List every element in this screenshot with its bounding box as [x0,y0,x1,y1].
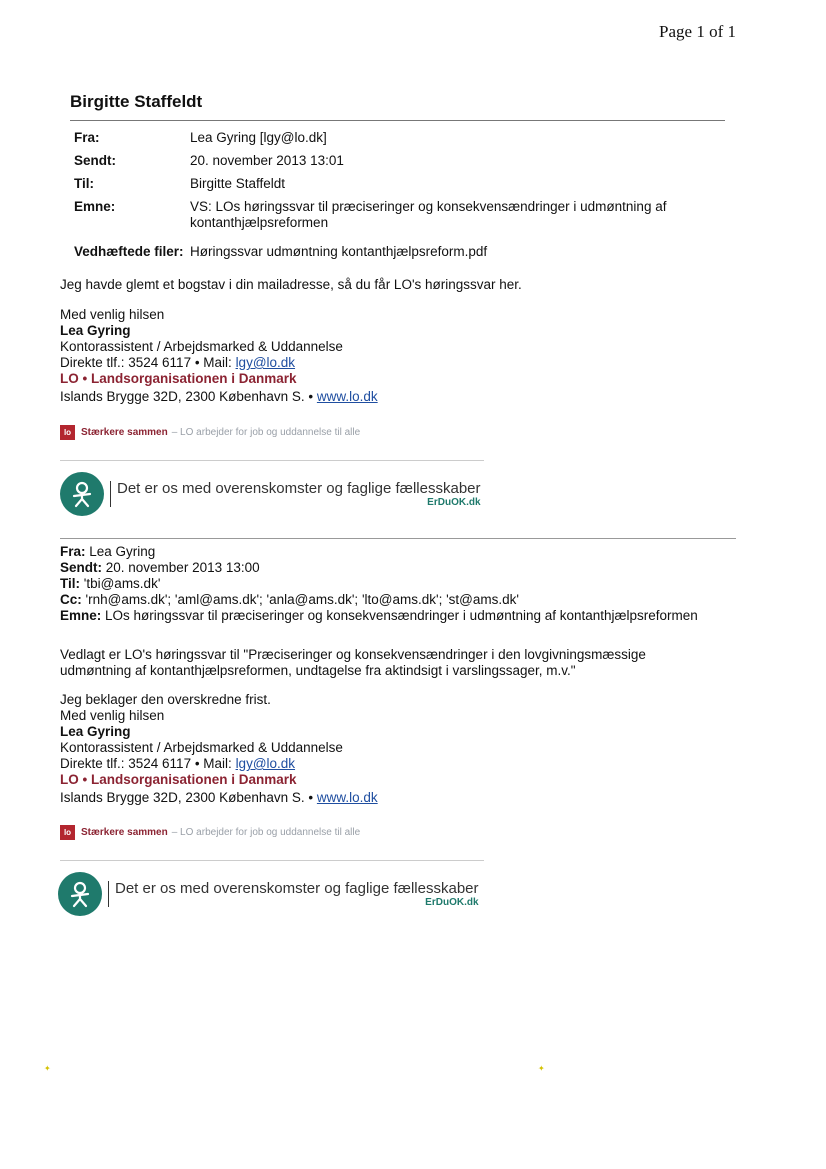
signature-name: Lea Gyring [60,323,131,338]
page-number: Page 1 of 1 [659,22,736,41]
signature-block-2 [60,708,378,806]
lo-banner-2 [60,825,360,840]
banner-tagline: – LO arbejder for job og uddannelse til alle [171,427,361,438]
header-row-to [74,176,714,199]
forward-divider [60,538,736,539]
mail-link[interactable]: lgy@lo.dk [235,756,296,771]
signature-phone: Direkte tlf.: 3524 6117 • Mail: [60,756,236,771]
signature-phone-line [60,355,378,371]
fwd-subject: LOs høringssvar til præciseringer og konsekvensændringer i udmøntning af kontanthjælpsreformen [105,608,698,623]
fwd-subject-label: Emne: [60,608,102,623]
erduok-banner-2[interactable] [58,872,479,916]
fwd-sent: 20. november 2013 13:00 [105,560,260,575]
signature-org: LO • Landsorganisationen i Danmark [60,772,297,787]
header-key: Fra: [74,130,100,145]
fwd-sent-label: Sendt: [60,560,102,575]
header-key: Vedhæftede filer: [74,244,184,259]
banner-divider [60,460,484,461]
header-value: VS: LOs høringssvar til præciseringer og konsekvensændringer i udmøntning af kontanthjælpsreformen [190,199,667,230]
signature-greeting: Med venlig hilsen [60,708,165,723]
lo-logo-icon: lo [60,825,75,840]
signature-phone-line [60,756,378,772]
signature-role: Kontorassistent / Arbejdsmarked & Uddannelse [60,339,343,354]
fwd-to-label: Til: [60,576,80,591]
ok-person-icon [58,872,102,916]
lo-logo-icon: lo [60,425,75,440]
email-title: Birgitte Staffeldt [70,92,203,111]
fwd-from: Lea Gyring [89,544,156,559]
header-key: Sendt: [74,153,116,168]
web-link[interactable]: www.lo.dk [316,389,378,404]
header-key: Til: [74,176,94,191]
email-header-table [74,130,714,267]
header-divider [70,120,725,121]
ok-site: ErDuOK.dk [427,497,481,508]
signature-role: Kontorassistent / Arbejdsmarked & Uddannelse [60,740,343,755]
fwd-to: 'tbi@ams.dk' [83,576,161,591]
signature-greeting: Med venlig hilsen [60,307,165,322]
scan-speck: ✦ [538,1064,545,1073]
forwarded-apology: Jeg beklager den overskredne frist. [60,692,271,707]
header-key: Emne: [74,199,116,214]
signature-org: LO • Landsorganisationen i Danmark [60,371,297,386]
email-body: Jeg havde glemt et bogstav i din mailadresse, så du får LO's høringssvar her. [60,277,522,292]
signature-phone: Direkte tlf.: 3524 6117 • Mail: [60,355,236,370]
banner-slogan: Stærkere sammen [81,427,168,438]
signature-address: Islands Brygge 32D, 2300 København S. • [60,790,317,805]
banner-slogan: Stærkere sammen [81,827,168,838]
mail-link[interactable]: lgy@lo.dk [235,355,296,370]
signature-address: Islands Brygge 32D, 2300 København S. • [60,389,317,404]
signature-address-line [60,389,378,405]
header-row-from [74,130,714,153]
signature-address-line [60,790,378,806]
scan-speck: ✦ [44,1064,51,1073]
ok-divider [108,881,109,907]
web-link[interactable]: www.lo.dk [316,790,378,805]
header-row-attachments [74,238,714,267]
ok-divider [110,481,111,507]
attachment-link[interactable]: Høringssvar udmøntning kontanthjælpsreform.pdf [190,244,488,259]
header-value: Birgitte Staffeldt [190,176,286,191]
fwd-cc-label: Cc: [60,592,82,607]
fwd-cc: 'rnh@ams.dk'; 'aml@ams.dk'; 'anla@ams.dk'; 'lto@ams.dk'; 'st@ams.dk' [85,592,519,607]
banner-tagline: – LO arbejder for job og uddannelse til alle [171,827,361,838]
header-value: Lea Gyring [lgy@lo.dk] [190,130,327,145]
header-row-sent [74,153,714,176]
header-row-subject [74,199,714,238]
signature-block [60,307,378,405]
forwarded-header [60,544,698,624]
forwarded-body: Vedlagt er LO's høringssvar til "Præciseringer og konsekvensændringer i den lovgivningsmæssige udmøntning af kontanthjælpsreformen, undtagelse fra aktindsigt i varslingssager, m.v." [60,647,646,678]
signature-name: Lea Gyring [60,724,131,739]
fwd-from-label: Fra: [60,544,86,559]
erduok-banner[interactable] [60,472,481,516]
lo-banner [60,425,360,440]
header-value: 20. november 2013 13:01 [190,153,344,168]
ok-site: ErDuOK.dk [425,897,479,908]
ok-slogan: Det er os med overenskomster og faglige fællesskaber [117,480,481,497]
ok-slogan: Det er os med overenskomster og faglige fællesskaber [115,880,479,897]
ok-person-icon [60,472,104,516]
banner-divider-2 [60,860,484,861]
